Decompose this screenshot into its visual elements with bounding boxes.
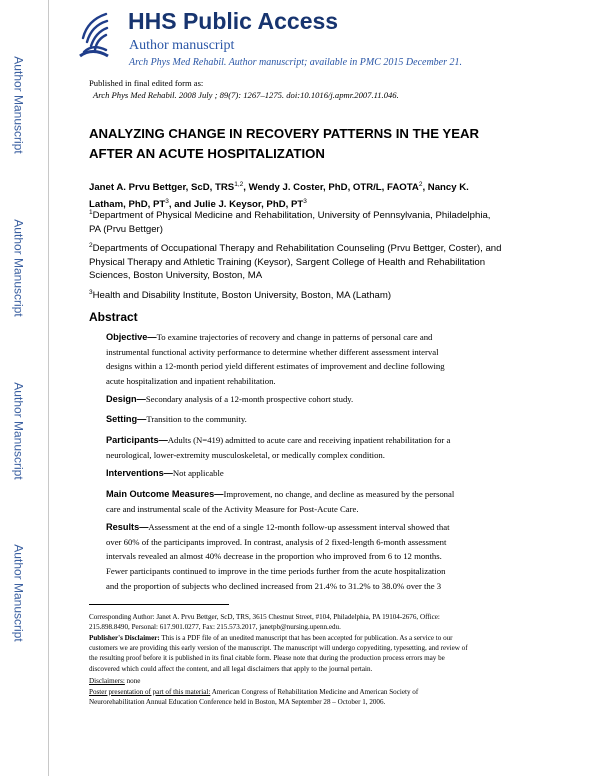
page-header-title: HHS Public Access	[128, 8, 339, 34]
article-title: ANALYZING CHANGE IN RECOVERY PATTERNS IN THE YEAR AFTER AN ACUTE HOSPITALIZATION	[89, 126, 480, 161]
footnote-disclaimer: Publisher's Disclaimer: This is a PDF file of an unedited manuscript that has been accepted for publication. As a service to our customers we are providing this early version of the manuscript. The manuscript will undergo copyediting, typesetting, and review of the resulting proof before it is published in its final citable form. Please note that during the production process errors may be discovered which could affect the content, and all legal disclaimers that apply to the journal pertain.	[89, 634, 468, 673]
footnote-poster: Poster presentation of part of this material: American Congress of Rehabilitation Medicine and American Society of Neurorehabilitation Annual Education Conference held in Boston, MA September 28 – October 1, 2006.	[89, 688, 419, 707]
abstract-design: Design—Secondary analysis of a 12-month prospective cohort study.	[106, 394, 354, 404]
sidebar-label-1: Author Manuscript	[12, 56, 27, 154]
abstract-outcomes: Main Outcome Measures—Improvement, no change, and decline as measured by the personal care and instrumental scale of the Activity Measure for Post-Acute Care.	[106, 489, 455, 514]
sidebar-divider	[48, 0, 49, 776]
abstract-objective: Objective—To examine trajectories of recovery and change in patterns of personal care and instrumental functional activity performance to determine whether different assessment interval designs within a 12-month period yield different estimates of improvement and decline following acute hospitalization and inpatient rehabilitation.	[106, 332, 445, 387]
affiliation-2: $^2$Departments of Occupational Therapy and Rehabilitation Counseling (Prvu Bettger, Coster), and Physical Therapy and Athletic Training (Keysor), Sargent College of Health and Rehabilitation Sciences, Boston University, Boston, MA	[89, 242, 502, 282]
affiliation-1: $^1$Department of Physical Medicine and Rehabilitation, University of Pennsylvania, Philadelphia, PA (Prvu Bettger)	[89, 209, 491, 235]
abstract-heading: Abstract	[89, 310, 138, 324]
footnote-disclaimers: Disclaimers: none	[89, 677, 141, 685]
sidebar-label-3: Author Manuscript	[12, 382, 27, 480]
author-list: Janet A. Prvu Bettger, ScD, TRS$^{1,2}$, Wendy J. Coster, PhD, OTR/L, FAOTA$^2$, Nancy K. Latham, PhD, $PT^3$, and Julie J. Keysor, PhD, $PT^3$	[89, 181, 469, 211]
hhs-eagle-icon	[76, 10, 112, 60]
sidebar-label-2: Author Manuscript	[12, 219, 27, 317]
abstract-results: Results—Assessment at the end of a single 12-month follow-up assessment interval showed that over 60% of the participants improved. In contrast, analysis of 2 fixed-length 6-month assessment intervals revealed an almost 40% decrease in the proportion who improved from 6 to 12 months. Fewer participants continued to improve in the time periods further from the acute hospitalization and the proportion of subjects who declined increased from 21.4% to 31.2% to 38.0% over the 3	[106, 522, 450, 591]
page-header-subtitle: Author manuscript	[129, 38, 235, 53]
abstract-setting: Setting—Transition to the community.	[106, 414, 247, 424]
hhs-logo	[76, 10, 112, 60]
abstract-participants: Participants—Adults (N=419) admitted to acute care and receiving inpatient rehabilitation for a neurological, lower-extremity musculoskeletal, or medically complex condition.	[106, 435, 451, 460]
footnote-rule	[89, 604, 229, 605]
abstract-interventions: Interventions—Not applicable	[106, 468, 224, 478]
citation: Arch Phys Med Rehabil. 2008 July ; 89(7): 1267–1275. doi:10.1016/j.apmr.2007.11.046.	[93, 90, 399, 100]
sidebar-label-4: Author Manuscript	[12, 544, 27, 642]
availability-line: Arch Phys Med Rehabil. Author manuscript; available in PMC 2015 December 21.	[129, 57, 462, 68]
affiliation-3: $^3$Health and Disability Institute, Boston University, Boston, MA (Latham)	[89, 289, 392, 302]
footnote-corresponding: Corresponding Author: Janet A. Prvu Bettger, ScD, TRS, 3615 Chestnut Street, #104, Philadelphia, PA 19104-2676, Office: 215.898.8490, Personal: 617.901.0277, Fax: 215.573.2017, janetpb@nursing.upenn.edu.	[89, 613, 440, 632]
published-label: Published in final edited form as:	[89, 78, 204, 88]
